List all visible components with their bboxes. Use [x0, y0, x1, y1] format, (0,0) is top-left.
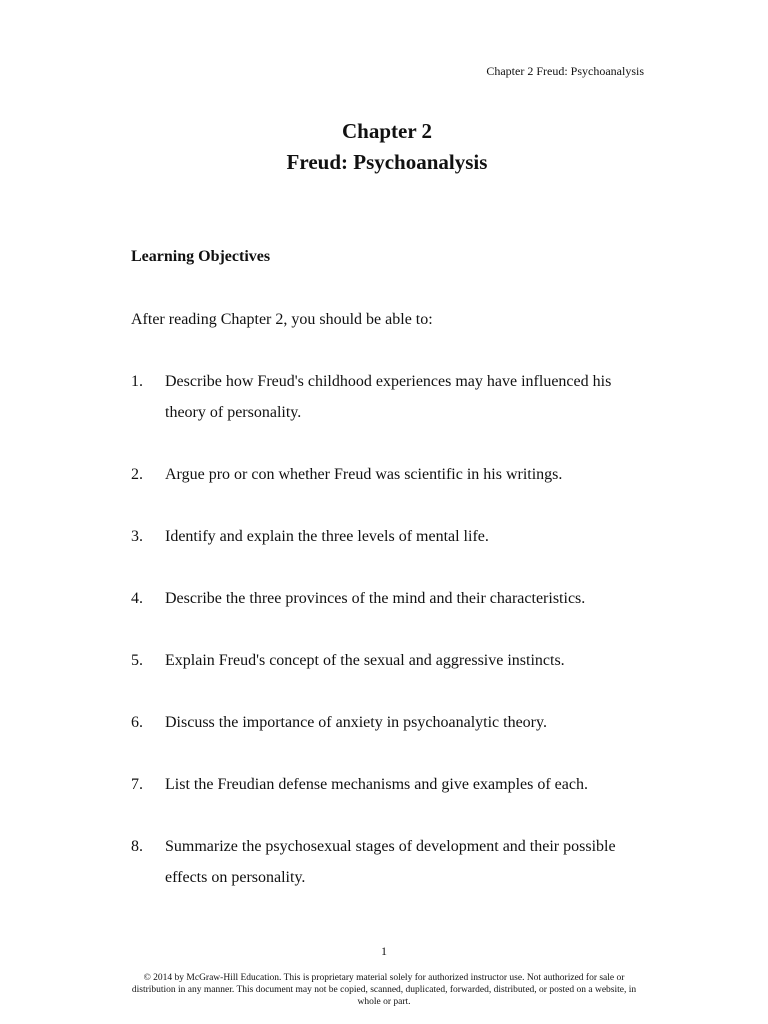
objective-text: List the Freudian defense mechanisms and give examples of each.: [165, 776, 588, 793]
objective-number: 1.: [131, 373, 143, 390]
objective-text: Explain Freud's concept of the sexual and aggressive instincts.: [165, 652, 565, 669]
objective-number: 3.: [131, 528, 143, 545]
copyright-notice: © 2014 by McGraw-Hill Education. This is proprietary material solely for authorized instructor use. Not authorized for sale or distribution in any manner. This document may not be copied, scanned, duplicated, forwarded, distributed, or posted on a website, in whole or part.: [131, 973, 637, 1007]
objective-text: Describe the three provinces of the mind and their characteristics.: [165, 590, 586, 607]
running-header: Chapter 2 Freud: Psychoanalysis: [486, 64, 644, 78]
chapter-subtitle: Freud: Psychoanalysis: [286, 150, 488, 174]
objective-number: 5.: [131, 652, 143, 669]
objective-text: Identify and explain the three levels of mental life.: [165, 528, 489, 545]
intro-text: After reading Chapter 2, you should be able to:: [131, 311, 433, 328]
objective-text: Describe how Freud's childhood experiences may have influenced his theory of personality.: [165, 373, 612, 421]
page-number: 1: [381, 944, 387, 958]
section-heading: Learning Objectives: [131, 248, 271, 265]
objective-number: 7.: [131, 776, 143, 793]
objective-number: 8.: [131, 838, 143, 855]
objective-text: Summarize the psychosexual stages of development and their possible effects on personality.: [165, 838, 616, 886]
objective-text: Argue pro or con whether Freud was scientific in his writings.: [165, 466, 563, 483]
objective-number: 2.: [131, 466, 143, 483]
objective-text: Discuss the importance of anxiety in psychoanalytic theory.: [165, 714, 547, 731]
objective-number: 4.: [131, 590, 143, 607]
chapter-number-title: Chapter 2: [341, 119, 433, 143]
objective-number: 6.: [131, 714, 143, 731]
